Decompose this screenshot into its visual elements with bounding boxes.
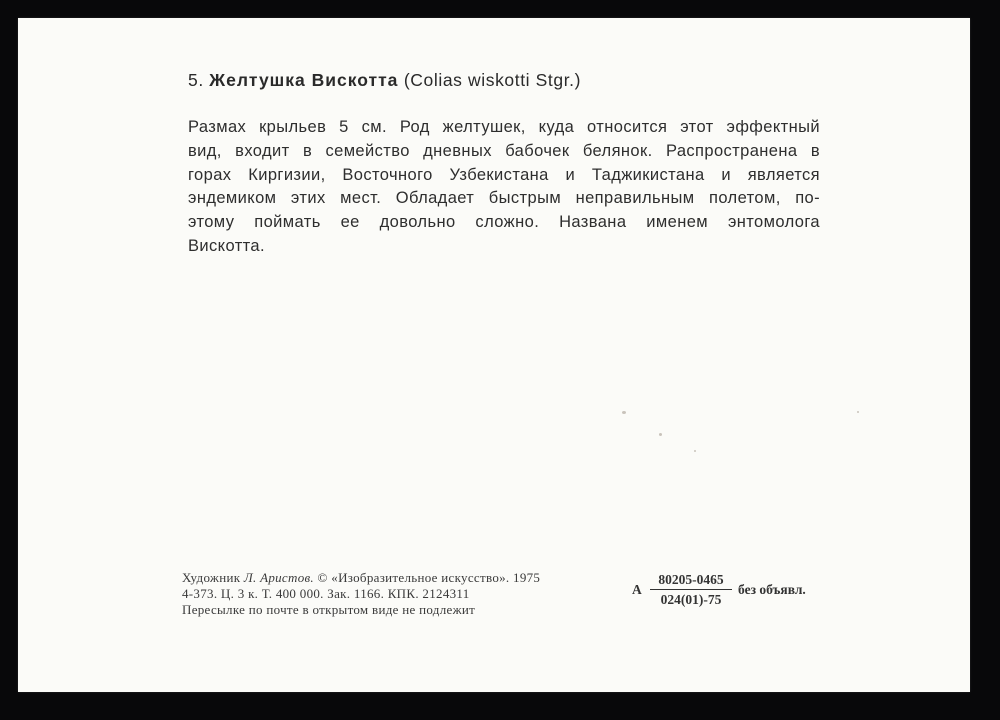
card-title — [188, 70, 581, 91]
title-number: 5. — [188, 70, 204, 90]
paper-speck — [659, 433, 662, 436]
description-line: эндемиком этих мест. Обладает быстрым неправильным полетом, по- — [188, 189, 820, 208]
title-species-name: Желтушка Вискотта — [209, 70, 399, 90]
imprint-publisher: © «Изобразительное искусство». 1975 — [314, 570, 541, 585]
title-latin-name: (Colias wiskotti Stgr.) — [403, 70, 582, 90]
description — [188, 116, 820, 259]
paper-speck — [622, 411, 626, 414]
paper-speck — [694, 450, 696, 452]
index-code-suffix: без объявл. — [738, 582, 806, 597]
imprint-block — [182, 570, 540, 618]
description-line: Размах крыльев 5 см. Род желтушек, куда относится этот эффектный — [188, 118, 820, 136]
imprint-line-print-info: 4-373. Ц. 3 к. Т. 400 000. Зак. 1166. КПК. 2124311 — [182, 586, 470, 601]
description-line: этому поймать ее довольно сложно. Названа именем энтомолога — [188, 213, 820, 232]
description-line: горах Киргизии, Восточного Узбекистана и Таджикистана и является — [188, 165, 820, 184]
index-code-numerator: 80205-0465 — [650, 572, 732, 590]
imprint-line-postal-note: Пересылке по почте в открытом виде не подлежит — [182, 602, 476, 617]
index-code-denominator: 024(01)-75 — [660, 592, 722, 607]
imprint-artist-prefix: Художник — [182, 570, 244, 585]
postcard-back — [18, 18, 970, 692]
index-code-prefix: А — [632, 582, 642, 597]
imprint-line-artist — [182, 570, 540, 586]
index-code-fraction — [650, 572, 732, 608]
description-line: Вискотта. — [188, 236, 265, 255]
description-line: вид, входит в семейство дневных бабочек белянок. Распространена в — [188, 141, 820, 160]
paper-speck — [857, 411, 859, 413]
imprint-artist-name: Л. Аристов. — [243, 570, 314, 585]
